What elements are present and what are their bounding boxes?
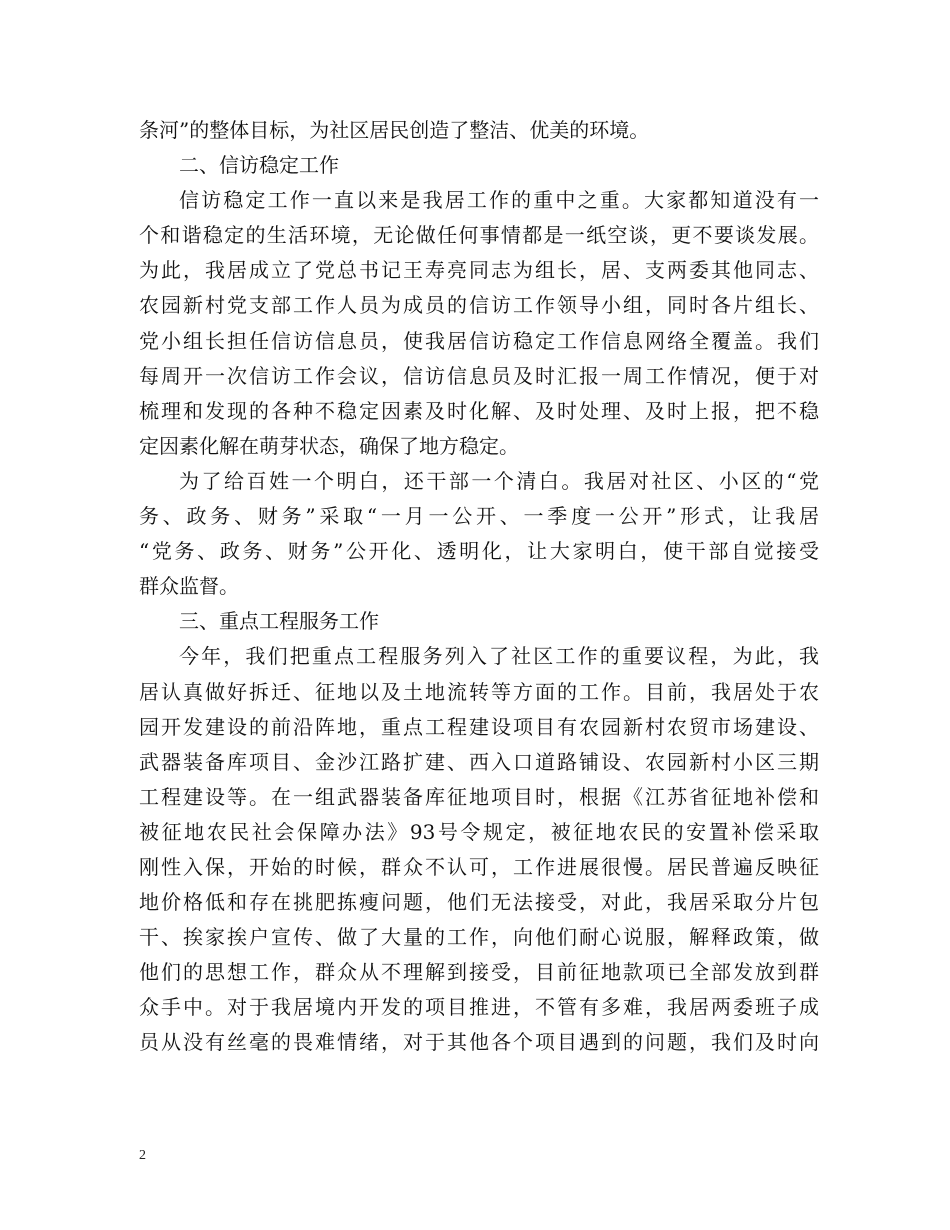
text-line: 武器装备库项目、金沙江路扩建、西入口道路铺设、农园新村小区三期 bbox=[139, 749, 819, 774]
text-line: 为了给百姓一个明白，还干部一个清白。我居对社区、小区的“党 bbox=[179, 468, 819, 493]
text-line: 梳理和发现的各种不稳定因素及时化解、及时处理、及时上报，把不稳 bbox=[139, 398, 819, 423]
text-line: 员从没有丝毫的畏难情绪，对于其他各个项目遇到的问题，我们及时向 bbox=[139, 1030, 819, 1055]
text-line: 党小组长担任信访信息员，使我居信访稳定工作信息网络全覆盖。我们 bbox=[139, 328, 819, 353]
text-line: 条河”的整体目标，为社区居民创造了整洁、优美的环境。 bbox=[139, 118, 650, 142]
text-line: 个和谐稳定的生活环境，无论做任何事情都是一纸空谈，更不要谈发展。 bbox=[139, 223, 819, 248]
text-line: 干、挨家挨户宣传、做了大量的工作，向他们耐心说服，解释政策，做 bbox=[139, 925, 819, 950]
text-line: 被征地农民社会保障办法》93号令规定，被征地农民的安置补偿采取 bbox=[139, 819, 819, 844]
text-line: 居认真做好拆迁、征地以及土地流转等方面的工作。目前，我居处于农 bbox=[139, 679, 819, 704]
text-line: 今年，我们把重点工程服务列入了社区工作的重要议程，为此，我 bbox=[179, 644, 819, 669]
text-line: 定因素化解在萌芽状态，确保了地方稳定。 bbox=[139, 433, 519, 458]
text-line: 园开发建设的前沿阵地，重点工程建设项目有农园新村农贸市场建设、 bbox=[139, 714, 819, 739]
text-line: 三、重点工程服务工作 bbox=[179, 609, 379, 634]
text-line: “党务、政务、财务”公开化、透明化，让大家明白，使干部自觉接受 bbox=[139, 539, 819, 564]
text-line: 每周开一次信访工作会议，信访信息员及时汇报一周工作情况，便于对 bbox=[139, 363, 819, 388]
text-line: 工程建设等。在一组武器装备库征地项目时，根据《江苏省征地补偿和 bbox=[139, 784, 819, 809]
text-line: 地价格低和存在挑肥拣瘦问题，他们无法接受，对此，我居采取分片包 bbox=[139, 890, 819, 915]
text-line: 二、信访稳定工作 bbox=[179, 153, 339, 178]
text-line: 信访稳定工作一直以来是我居工作的重中之重。大家都知道没有一 bbox=[179, 188, 819, 213]
text-line: 农园新村党支部工作人员为成员的信访工作领导小组，同时各片组长、 bbox=[139, 293, 819, 318]
text-line: 为此，我居成立了党总书记王寿亮同志为组长，居、支两委其他同志、 bbox=[139, 258, 819, 283]
text-line: 务、政务、财务”采取“一月一公开、一季度一公开”形式，让我居 bbox=[139, 504, 819, 529]
text-line: 群众监督。 bbox=[139, 574, 239, 599]
text-line: 众手中。对于我居境内开发的项目推进，不管有多难，我居两委班子成 bbox=[139, 995, 819, 1020]
text-line: 他们的思想工作，群众从不理解到接受，目前征地款项已全部发放到群 bbox=[139, 960, 819, 985]
page-number: 2 bbox=[139, 1148, 146, 1163]
body-text bbox=[139, 113, 819, 1061]
text-line: 刚性入保，开始的时候，群众不认可，工作进展很慢。居民普遍反映征 bbox=[139, 854, 819, 879]
